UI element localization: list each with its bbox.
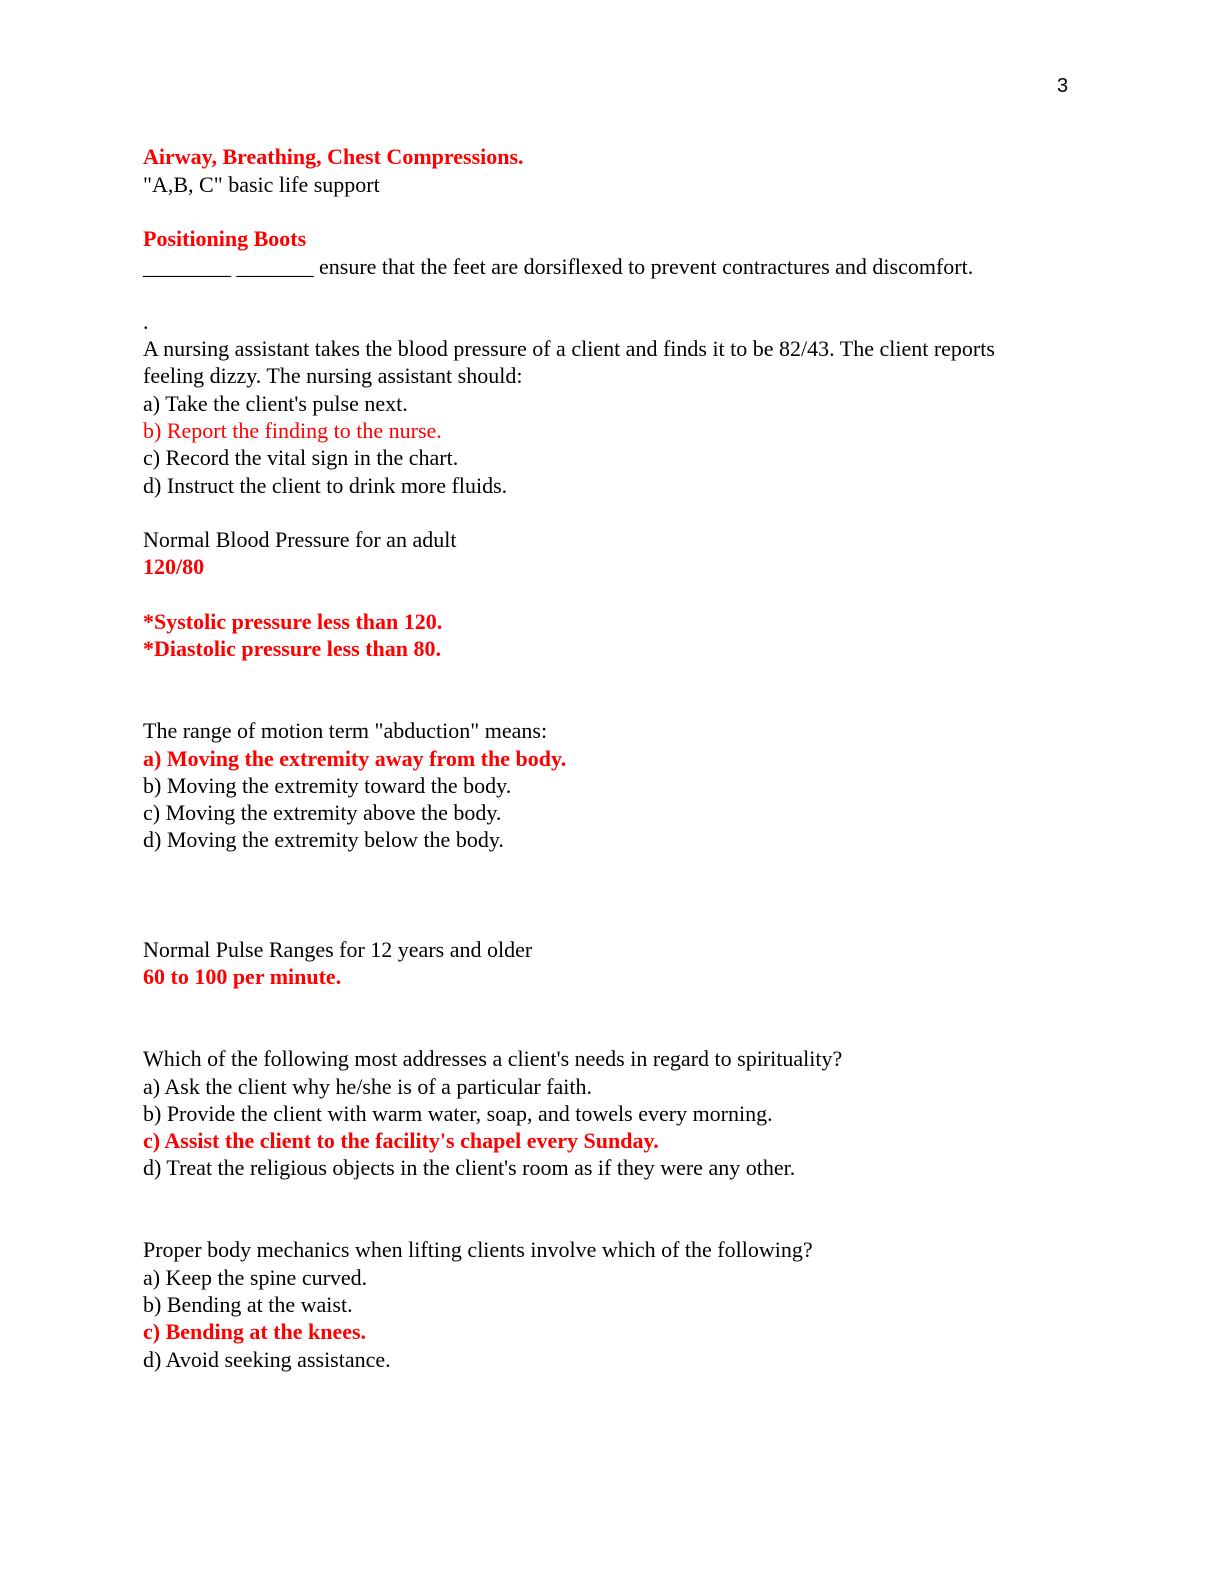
abduction-option-b: b) Moving the extremity toward the body. — [143, 773, 512, 798]
pulse-answer: 60 to 100 per minute. — [143, 964, 342, 989]
abduction-option-c: c) Moving the extremity above the body. — [143, 800, 502, 825]
bp-option-d: d) Instruct the client to drink more fluids. — [143, 473, 508, 498]
boots-prompt: ________ _______ ensure that the feet are dorsiflexed to prevent contractures and discomfort. — [143, 254, 974, 279]
body-mechanics-option-b: b) Bending at the waist. — [143, 1292, 353, 1317]
separator-dot: . — [143, 309, 149, 334]
body-mechanics-question-stem: Proper body mechanics when lifting clients involve which of the following? — [143, 1237, 813, 1262]
spirituality-option-a: a) Ask the client why he/she is of a particular faith. — [143, 1074, 593, 1099]
pulse-prompt: Normal Pulse Ranges for 12 years and older — [143, 937, 533, 962]
boots-answer: Positioning Boots — [143, 226, 307, 251]
spirituality-question-stem: Which of the following most addresses a client's needs in regard to spirituality? — [143, 1046, 843, 1071]
spirituality-option-b: b) Provide the client with warm water, soap, and towels every morning. — [143, 1101, 773, 1126]
normal-bp-prompt: Normal Blood Pressure for an adult — [143, 527, 457, 552]
spirituality-option-d: d) Treat the religious objects in the client's room as if they were any other. — [143, 1155, 796, 1180]
bp-option-a: a) Take the client's pulse next. — [143, 391, 408, 416]
bp-option-b-correct: b) Report the finding to the nurse. — [143, 418, 442, 443]
systolic-note: *Systolic pressure less than 120. — [143, 609, 443, 634]
diastolic-note: *Diastolic pressure less than 80. — [143, 636, 442, 661]
bp-question-stem-line1: A nursing assistant takes the blood pressure of a client and finds it to be 82/43. The client reports — [143, 336, 995, 361]
bp-option-c: c) Record the vital sign in the chart. — [143, 445, 459, 470]
bp-question-stem-line2: feeling dizzy. The nursing assistant should: — [143, 363, 523, 388]
abc-answer: Airway, Breathing, Chest Compressions. — [143, 144, 524, 169]
page-number: 3 — [1057, 75, 1069, 97]
abduction-option-d: d) Moving the extremity below the body. — [143, 827, 504, 852]
abc-prompt: "A,B, C" basic life support — [143, 172, 380, 197]
abduction-question-stem: The range of motion term "abduction" means: — [143, 718, 548, 743]
normal-bp-answer: 120/80 — [143, 554, 205, 579]
body-mechanics-option-a: a) Keep the spine curved. — [143, 1265, 368, 1290]
abduction-option-a-correct: a) Moving the extremity away from the body. — [143, 746, 567, 771]
body-mechanics-option-d: d) Avoid seeking assistance. — [143, 1347, 391, 1372]
spirituality-option-c-correct: c) Assist the client to the facility's chapel every Sunday. — [143, 1128, 659, 1153]
body-mechanics-option-c-correct: c) Bending at the knees. — [143, 1319, 367, 1344]
